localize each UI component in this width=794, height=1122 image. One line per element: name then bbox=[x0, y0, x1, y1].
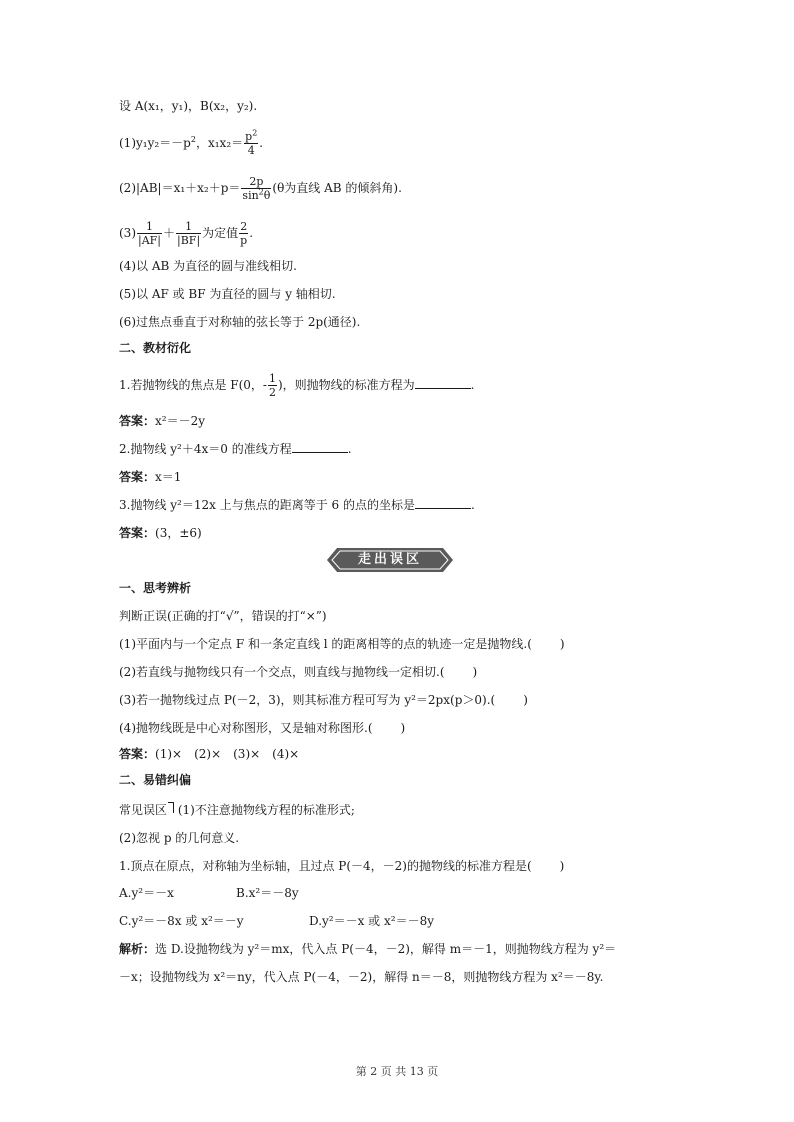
property-1-text: (1)y₁y₂＝－p bbox=[119, 136, 191, 150]
fraction-denominator: 2 bbox=[268, 386, 276, 399]
property-2 bbox=[119, 175, 402, 202]
fraction-denominator: |AF| bbox=[138, 234, 161, 247]
answer-text: (1)× (2)× (3)× (4)× bbox=[155, 747, 300, 761]
property-2-tail: (θ为直线 AB 的倾斜角). bbox=[272, 181, 402, 195]
fraction-denominator: p bbox=[240, 234, 248, 247]
fraction-numerator: 1 bbox=[268, 372, 276, 385]
answer-blank bbox=[292, 442, 348, 453]
section-banner bbox=[327, 548, 453, 572]
answer-label: 答案： bbox=[119, 414, 156, 428]
fraction-numerator: 1 bbox=[176, 220, 201, 234]
statement-text: (4)抛物线既是中心对称图形，又是轴对称图形.( bbox=[119, 721, 373, 735]
statement-text: (2)若直线与抛物线只有一个交点，则直线与抛物线一定相切.( bbox=[119, 665, 445, 679]
textbook-question-1 bbox=[119, 372, 474, 399]
question-text: 1.顶点在原点，对称轴为坐标轴，且过点 P(－4，－2)的抛物线的标准方程是( bbox=[119, 859, 532, 873]
fraction: $\frac{p^2}{4}$ bbox=[245, 128, 258, 157]
textbook-answer-1 bbox=[119, 413, 205, 429]
think-answer bbox=[119, 746, 299, 762]
question-text: 3.抛物线 y²＝12x 上与焦点的距离等于 6 的点的坐标是 bbox=[119, 498, 415, 512]
period: . bbox=[249, 226, 254, 240]
statement-text: (3)若一抛物线过点 P(－2，3)，则其标准方程可写为 y²＝2px(p＞0).( bbox=[119, 693, 496, 707]
property-5: (5)以 AF 或 BF 为直径的圆与 y 轴相切. bbox=[119, 287, 336, 301]
close-paren: ) bbox=[472, 665, 478, 679]
section-heading-textbook: 二、教材衍化 bbox=[119, 341, 192, 355]
period: . bbox=[470, 498, 475, 512]
fraction-numerator: 2 bbox=[240, 220, 248, 233]
bracket-mark bbox=[168, 802, 174, 813]
fraction bbox=[239, 220, 248, 247]
fraction bbox=[268, 372, 277, 399]
answer-text: x²＝－2y bbox=[155, 414, 206, 428]
close-paren: ) bbox=[523, 693, 528, 707]
banner-label: 走出误区 bbox=[357, 552, 422, 567]
statement-4 bbox=[119, 720, 405, 736]
common-errors-tag: 常见误区 bbox=[119, 803, 168, 817]
question-text: 2.抛物线 y²＋4x＝0 的准线方程 bbox=[119, 442, 292, 456]
textbook-question-3 bbox=[119, 497, 475, 513]
close-paren: ) bbox=[559, 859, 565, 873]
solution-text: 选 D.设抛物线为 y²＝mx，代入点 P(－4，－2)，解得 m＝－1，则抛物线方程为 y²＝ bbox=[155, 942, 617, 956]
plus-sign: ＋ bbox=[163, 226, 176, 240]
close-paren: ) bbox=[559, 637, 565, 651]
solution-line-2: －x；设抛物线为 x²＝ny，代入点 P(－4，－2)，解得 n＝－8，则抛物线方程为 x²＝－8y. bbox=[119, 970, 604, 984]
statement-1 bbox=[119, 636, 565, 652]
property-1: $(1)y_1y_2=-p^2$，x₁x₂＝ $\frac{p^2}{4}$ . bbox=[119, 128, 264, 157]
exponent: 2 bbox=[190, 135, 196, 144]
question-text-b: )，则抛物线的标准方程为 bbox=[277, 378, 415, 392]
fraction bbox=[176, 220, 201, 247]
section-heading-think: 一、思考辨析 bbox=[119, 581, 192, 595]
property-1-text-b: ，x₁x₂＝ bbox=[195, 136, 244, 150]
answer-blank bbox=[415, 498, 471, 509]
period: . bbox=[470, 378, 475, 392]
statement-3 bbox=[119, 692, 528, 708]
fraction: $\frac{2p}{\sin^2\theta}$ bbox=[242, 175, 271, 202]
fraction-denominator: |BF| bbox=[177, 234, 201, 247]
textbook-answer-3 bbox=[119, 525, 202, 541]
answer-label: 答案： bbox=[119, 470, 156, 484]
answer-blank bbox=[415, 378, 471, 389]
fraction-denominator: 4 bbox=[247, 144, 255, 157]
intro-line: 设 A(x₁，y₁)，B(x₂，y₂). bbox=[119, 99, 258, 113]
statement-text: (1)平面内与一个定点 F 和一条定直线 l 的距离相等的点的轨迹一定是抛物线.( bbox=[119, 637, 532, 651]
instruction: 判断正误(正确的打“√”，错误的打“×”) bbox=[119, 609, 327, 623]
fraction-numerator: p bbox=[245, 130, 253, 143]
question-text: 1.若抛物线的焦点是 F(0，- bbox=[119, 378, 267, 392]
period: . bbox=[347, 442, 352, 456]
property-2-text: (2)|AB|＝x₁＋x₂＋p＝ bbox=[119, 181, 241, 195]
error-question-1 bbox=[119, 858, 564, 874]
common-errors-line-2: (2)忽视 p 的几何意义. bbox=[119, 831, 240, 845]
option-a: A.y²＝－x bbox=[119, 886, 174, 900]
fraction-numerator: 1 bbox=[137, 220, 162, 234]
property-3-mid: 为定值 bbox=[202, 226, 239, 240]
option-c: C.y²＝－8x 或 x²＝－y bbox=[119, 914, 244, 928]
option-d: D.y²＝－x 或 x²＝－8y bbox=[309, 914, 434, 928]
fraction-numerator: 2p bbox=[241, 175, 271, 189]
close-paren: ) bbox=[400, 721, 406, 735]
common-errors-line-1 bbox=[119, 802, 355, 818]
solution-label: 解析： bbox=[119, 942, 156, 956]
solution-line-1 bbox=[119, 941, 616, 957]
page-footer: 第 2 页 共 13 页 bbox=[355, 1065, 439, 1078]
error-item-1: (1)不注意抛物线方程的标准形式; bbox=[177, 803, 355, 817]
fraction-denominator: sin bbox=[242, 189, 259, 202]
textbook-answer-2 bbox=[119, 469, 181, 485]
property-4: (4)以 AB 为直径的圆与准线相切. bbox=[119, 259, 297, 273]
answer-label: 答案： bbox=[119, 526, 156, 540]
answer-label: 答案： bbox=[119, 747, 156, 761]
option-b: B.x²＝－8y bbox=[236, 886, 299, 900]
answer-text: x＝1 bbox=[155, 470, 182, 484]
textbook-question-2 bbox=[119, 441, 352, 457]
property-6: (6)过焦点垂直于对称轴的弦长等于 2p(通径). bbox=[119, 315, 361, 329]
property-3 bbox=[119, 220, 253, 247]
property-3-label: (3) bbox=[119, 226, 136, 240]
fraction bbox=[137, 220, 162, 247]
section-heading-error: 二、易错纠偏 bbox=[119, 773, 192, 787]
answer-text: (3，±6) bbox=[155, 526, 202, 540]
statement-2 bbox=[119, 664, 477, 680]
